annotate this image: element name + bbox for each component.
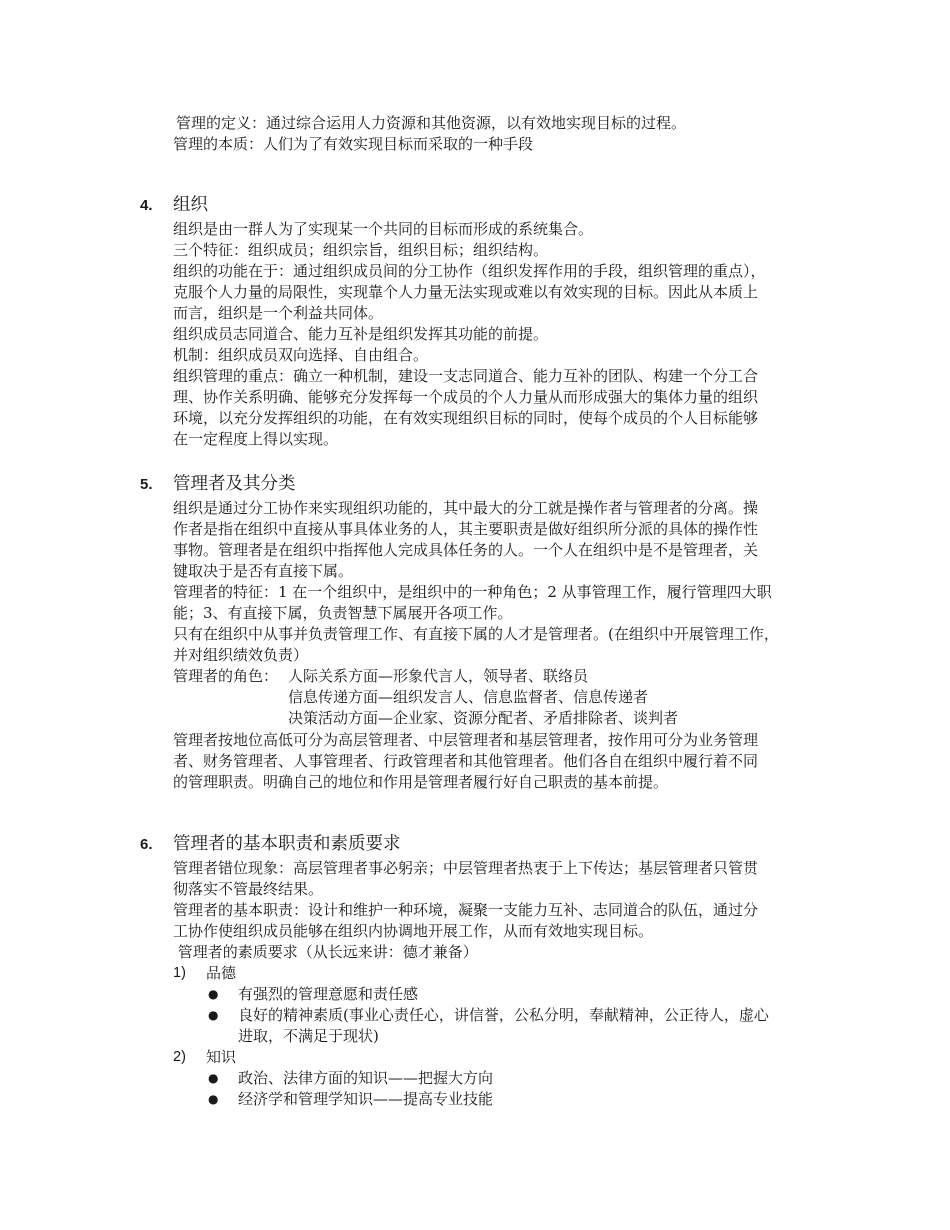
section-6-title: 管理者的基本职责和素质要求 bbox=[173, 834, 401, 854]
section-4-line: 组织的功能在于：通过组织成员间的分工协作（组织发挥作用的手段，组织管理的重点）， bbox=[173, 262, 766, 280]
section-5-line: 只有在组织中从事并负责管理工作、有直接下属的人才是管理者。(在组织中开展管理工作， bbox=[173, 625, 779, 643]
bullet-dot: ● bbox=[208, 1092, 219, 1106]
section-4-line: 克服个人力量的局限性，实现靠个人力量无法实现或难以有效实现的目标。因此从本质上 bbox=[173, 283, 759, 301]
section-4-line: 组织成员志同道合、能力互补是组织发挥其功能的前提。 bbox=[173, 325, 549, 343]
bullet-dot: ● bbox=[208, 1008, 219, 1022]
sub-2-label: 知识 bbox=[206, 1048, 237, 1066]
sub-2-number: 2) bbox=[173, 1049, 186, 1065]
bullet-item: 有强烈的管理意愿和责任感 bbox=[238, 985, 419, 1003]
bullet-item: 良好的精神素质(事业心责任心，讲信誉，公私分明，奉献精神，公正待人，虚心 bbox=[238, 1006, 769, 1024]
section-4-line: 组织管理的重点：确立一种机制，建设一支志同道合、能力互补的团队、构建一个分工合 bbox=[173, 367, 759, 385]
section-5-number: 5. bbox=[140, 476, 153, 493]
qualities-heading: 管理者的素质要求（从长远来讲：德才兼备） bbox=[173, 943, 478, 961]
section-5-line: 管理者的特征：1 在一个组织中，是组织中的一种角色；2 从事管理工作，履行管理四大职 bbox=[173, 583, 772, 601]
section-4-line: 机制：组织成员双向选择、自由组合。 bbox=[173, 346, 429, 364]
sub-1-number: 1) bbox=[173, 965, 186, 981]
definition-line: 管理的定义：通过综合运用人力资源和其他资源，以有效地实现目标的过程。 bbox=[176, 114, 687, 132]
role-interpersonal: 人际关系方面—形象代言人，领导者、联络员 bbox=[288, 667, 589, 685]
section-4-line: 组织是由一群人为了实现某一个共同的目标而形成的系统集合。 bbox=[173, 220, 594, 238]
bullet-item: 经济学和管理学知识——提高专业技能 bbox=[238, 1090, 494, 1108]
section-4-line: 三个特征：组织成员；组织宗旨，组织目标；组织结构。 bbox=[173, 241, 549, 259]
section-5-closing-line: 管理者按地位高低可分为高层管理者、中层管理者和基层管理者，按作用可分为业务管理 bbox=[173, 731, 759, 749]
bullet-item-continuation: 进取，不满足于现状) bbox=[238, 1027, 379, 1045]
essence-line: 管理的本质：人们为了有效实现目标而采取的一种手段 bbox=[173, 135, 534, 153]
section-6-line: 工协作使组织成员能够在组织内协调地开展工作，从而有效地实现目标。 bbox=[173, 922, 654, 940]
section-5-closing-line: 的管理职责。明确自己的地位和作用是管理者履行好自己职责的基本前提。 bbox=[173, 773, 669, 791]
role-informational: 信息传递方面—组织发言人、信息监督者、信息传递者 bbox=[288, 688, 649, 706]
section-4-line: 理、协作关系明确、能够充分发挥每一个成员的个人力量从而形成强大的集体力量的组织 bbox=[173, 388, 759, 406]
bullet-item: 政治、法律方面的知识——把握大方向 bbox=[238, 1069, 494, 1087]
sub-1-label: 品德 bbox=[206, 964, 237, 982]
section-6-line: 管理者错位现象：高层管理者事必躬亲；中层管理者热衷于上下传达；基层管理者只管贯 bbox=[173, 859, 759, 877]
section-5-line: 组织是通过分工协作来实现组织功能的，其中最大的分工就是操作者与管理者的分离。操 bbox=[173, 499, 759, 517]
section-4-line: 环境，以充分发挥组织的功能，在有效实现组织目标的同时，使每个成员的个人目标能够 bbox=[173, 409, 759, 427]
bullet-dot: ● bbox=[208, 1071, 219, 1085]
section-5-line: 键取决于是否有直接下属。 bbox=[173, 562, 354, 580]
section-4-line: 在一定程度上得以实现。 bbox=[173, 430, 339, 448]
section-6-line: 管理者的基本职责：设计和维护一种环境，凝聚一支能力互补、志同道合的队伍，通过分 bbox=[173, 901, 759, 919]
section-6-line: 彻落实不管最终结果。 bbox=[173, 880, 324, 898]
section-5-line: 能；3、有直接下属，负责智慧下属展开各项工作。 bbox=[173, 604, 513, 622]
roles-label: 管理者的角色： bbox=[173, 667, 279, 685]
role-decisional: 决策活动方面—企业家、资源分配者、矛盾排除者、谈判者 bbox=[288, 709, 679, 727]
section-6-number: 6. bbox=[140, 836, 153, 853]
section-5-closing-line: 者、财务管理者、人事管理者、行政管理者和其他管理者。他们各自在组织中履行着不同 bbox=[173, 752, 759, 770]
section-5-line: 事物。管理者是在组织中指挥他人完成具体任务的人。一个人在组织中是不是管理者，关 bbox=[173, 541, 759, 559]
section-4-number: 4. bbox=[140, 197, 153, 214]
section-5-title: 管理者及其分类 bbox=[173, 474, 296, 494]
bullet-dot: ● bbox=[208, 987, 219, 1001]
section-5-line: 并对组织绩效负责） bbox=[173, 646, 309, 664]
section-4-line: 而言，组织是一个利益共同体。 bbox=[173, 304, 384, 322]
section-5-line: 作者是指在组织中直接从事具体业务的人，其主要职责是做好组织所分派的具体的操作性 bbox=[173, 520, 759, 538]
section-4-title: 组织 bbox=[173, 195, 208, 215]
